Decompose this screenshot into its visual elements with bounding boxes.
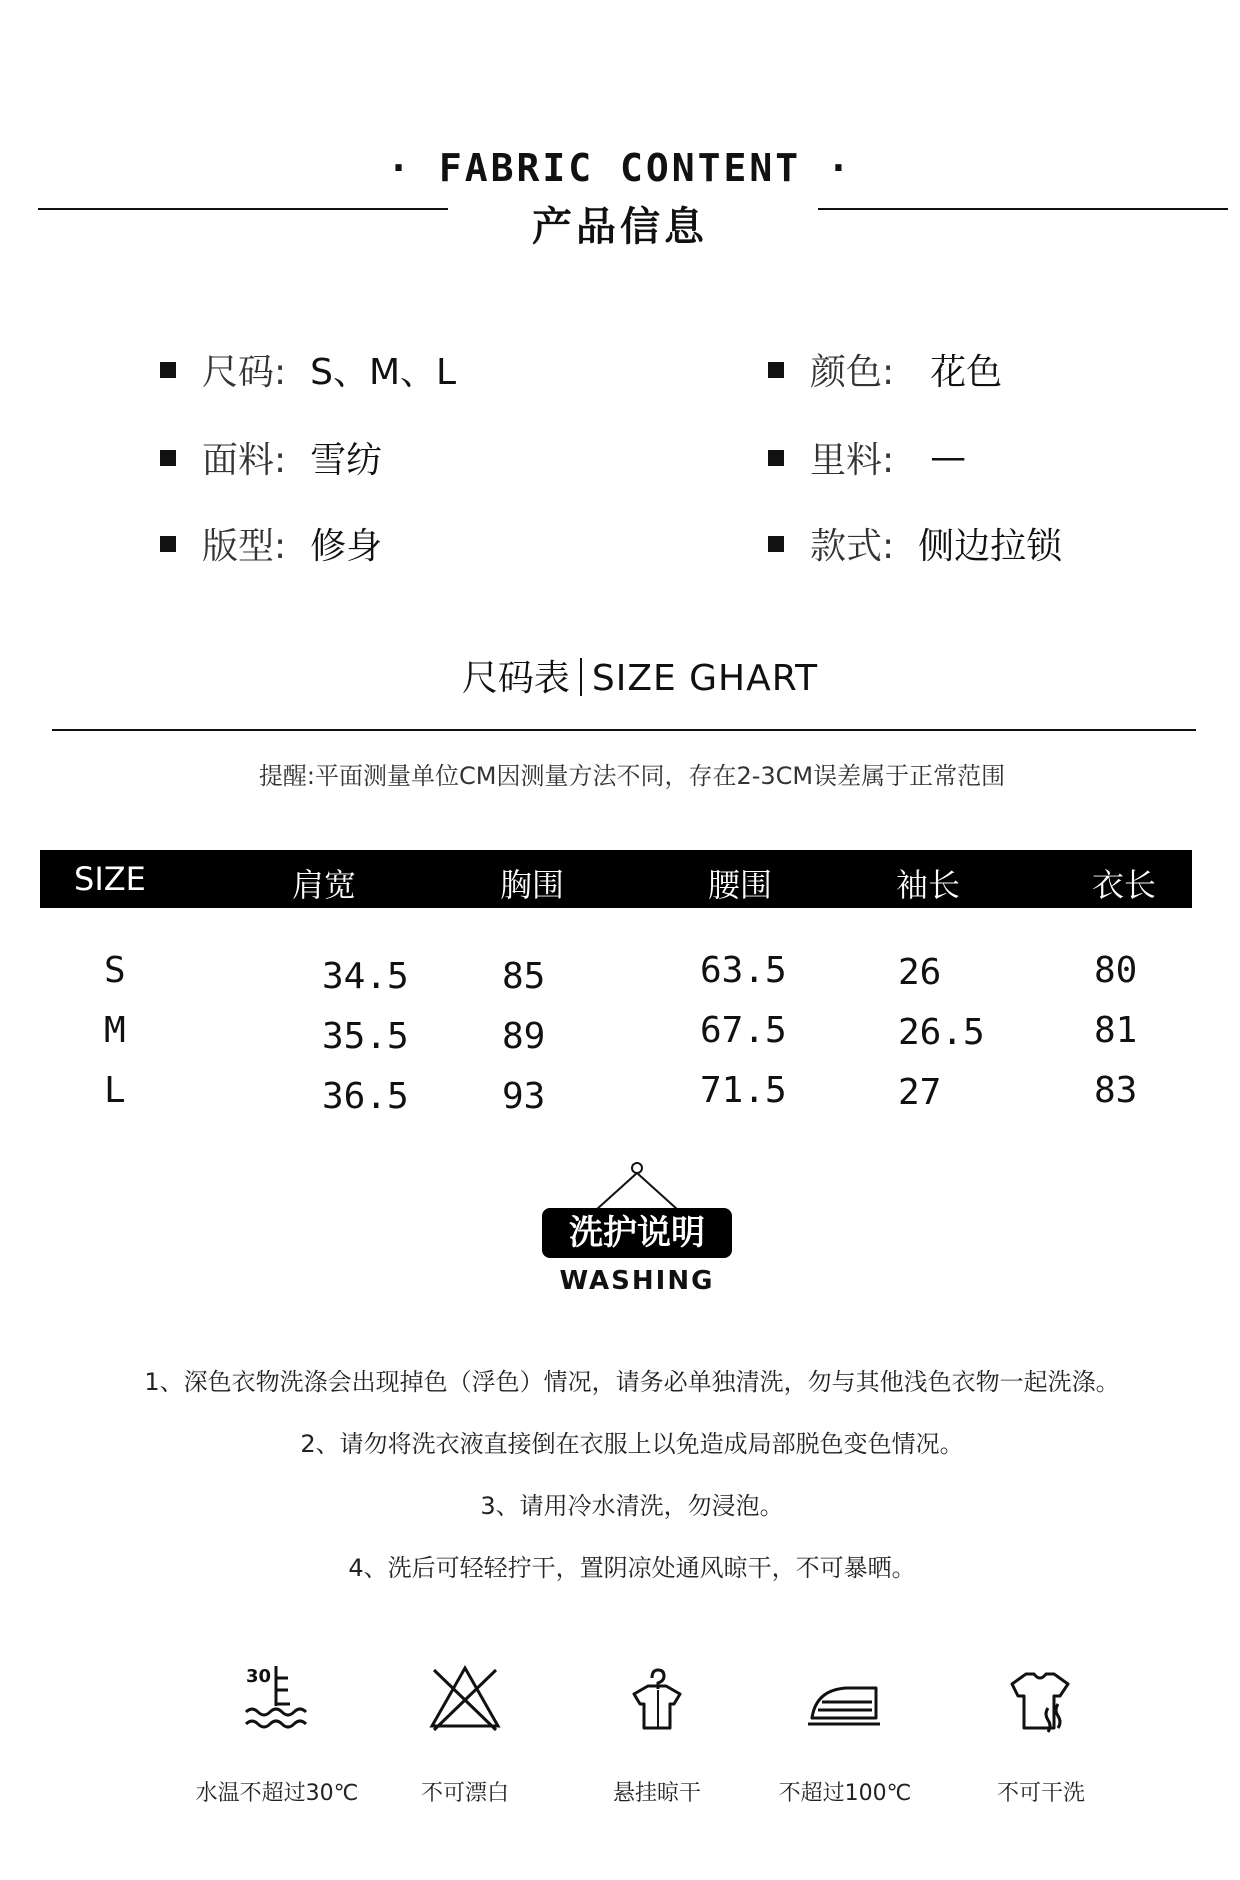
measurement-note: 提醒:平面测量单位CM因测量方法不同，存在2-3CM误差属于正常范围 [258,762,1006,790]
info-value: 雪纺 [310,440,383,481]
washing-item: 1、深色衣物洗涤会出现掉色（浮色）情况，请务必单独清洗，勿与其他浅色衣物一起洗涤。 [144,1368,1120,1396]
cell-length: 83 [1094,1070,1138,1111]
info-fit [160,518,382,569]
info-size [160,344,456,395]
cell-shoulder: 35.5 [322,1016,409,1057]
washing-badge: 洗护说明 [542,1208,732,1258]
cell-bust: 93 [502,1076,546,1117]
info-label: 面料: [202,440,287,481]
info-value: — [930,437,967,478]
washing-item: 2、请勿将洗衣液直接倒在衣服上以免造成局部脱色变色情况。 [300,1430,964,1458]
bullet-square-icon [160,362,176,378]
info-value: 修身 [310,526,383,567]
washing-item: 4、洗后可轻轻拧干，置阴凉处通风晾干，不可暴晒。 [348,1554,916,1582]
size-chart-divider [52,729,1196,731]
wash-30-icon [232,1660,322,1740]
cell-sleeve: 26.5 [898,1012,985,1053]
info-label: 里料: [810,440,895,481]
info-label: 尺码: [202,352,287,393]
cell-waist: 67.5 [700,1010,787,1051]
cell-bust: 85 [502,956,546,997]
cell-waist: 63.5 [700,950,787,991]
care-label-iron: 不超过100℃ [778,1781,912,1806]
header-sleeve: 袖长 [896,866,961,904]
size-chart-title-cn: 尺码表 [461,658,570,699]
care-label-bleach: 不可漂白 [420,1781,509,1806]
bullet-square-icon [768,362,784,378]
cell-bust: 89 [502,1016,546,1057]
no-dry-clean-icon [996,1660,1086,1740]
cell-size: M [104,1010,126,1051]
wash-temp-text: 30 [246,1666,272,1687]
info-color [768,344,1002,395]
washing-item: 3、请用冷水清洗，勿浸泡。 [480,1492,784,1520]
title-separator [580,658,582,696]
info-style [768,518,1062,569]
hanger-icon [592,1160,682,1212]
info-value: 花色 [930,352,1003,393]
cell-size: S [104,950,126,991]
care-label-temp: 水温不超过30℃ [195,1781,359,1806]
bullet-square-icon [160,450,176,466]
cell-sleeve: 27 [898,1072,942,1113]
info-value: 侧边拉锁 [918,526,1063,567]
care-label-hang: 悬挂晾干 [612,1781,701,1806]
product-info-title: 产品信息 [532,204,708,250]
header-divider-left [38,208,448,210]
iron-icon [800,1660,890,1740]
info-value: S、M、L [310,352,457,393]
cell-length: 80 [1094,950,1138,991]
header-size: SIZE [74,860,146,898]
care-label-dryclean: 不可干洗 [996,1781,1085,1806]
washing-badge-en: WASHING [559,1266,715,1296]
cell-shoulder: 34.5 [322,956,409,997]
no-bleach-icon [420,1660,510,1740]
bullet-square-icon [160,536,176,552]
cell-size: L [104,1070,126,1111]
header-divider-right [818,208,1228,210]
cell-length: 81 [1094,1010,1138,1051]
size-chart-title [0,650,1240,701]
hang-dry-icon [612,1660,702,1740]
info-label: 款式: [810,526,895,567]
info-fabric [160,432,382,483]
header-shoulder: 肩宽 [292,866,357,904]
bullet-square-icon [768,450,784,466]
cell-waist: 71.5 [700,1070,787,1111]
fabric-content-title: · FABRIC CONTENT · [387,146,853,190]
header-length: 衣长 [1092,866,1157,904]
info-lining [768,432,966,483]
header-waist: 腰围 [708,866,773,904]
cell-sleeve: 26 [898,952,942,993]
header-bust: 胸围 [500,866,565,904]
cell-shoulder: 36.5 [322,1076,409,1117]
bullet-square-icon [768,536,784,552]
info-label: 版型: [202,526,287,567]
size-table-header [40,850,1192,908]
info-label: 颜色: [810,352,895,393]
size-chart-title-en: SIZE GHART [591,658,819,699]
